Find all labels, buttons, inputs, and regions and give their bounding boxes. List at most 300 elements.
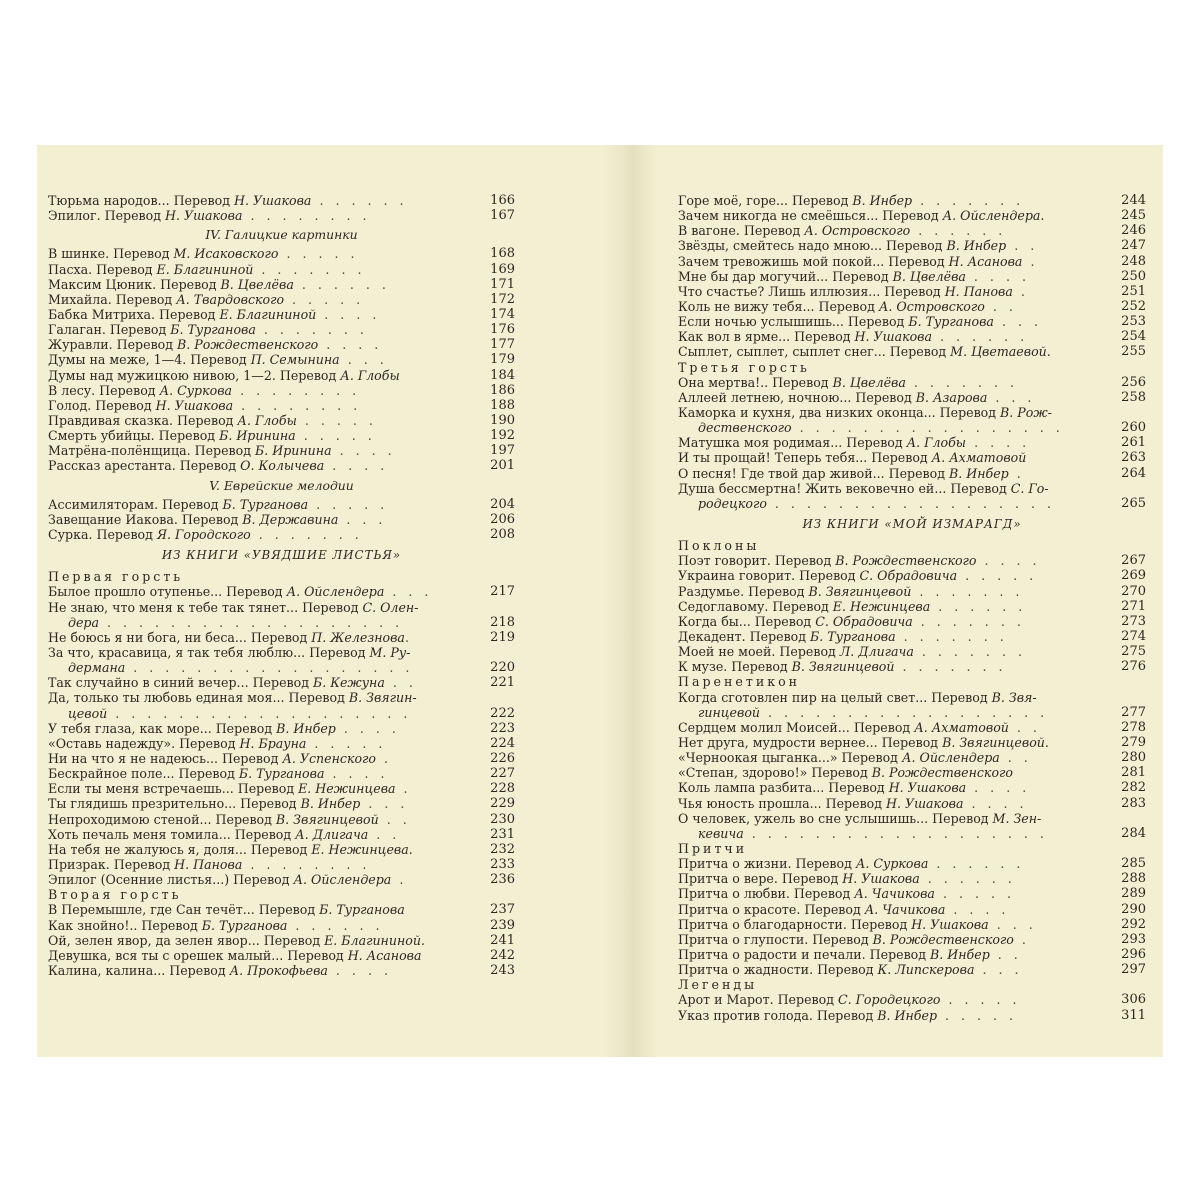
- entry-translator: В. Рождественского: [177, 337, 319, 353]
- book-gutter: [603, 145, 657, 1057]
- entry-text: [48, 584, 485, 599]
- entry-leader: . . . . . . . . . . . . . . . . . . .: [743, 825, 1048, 841]
- toc-entry: [48, 277, 515, 292]
- entry-leader: . .: [999, 750, 1032, 766]
- entry-page-number: 271: [1121, 598, 1146, 614]
- entry-text: [48, 262, 485, 277]
- toc-entry: [678, 735, 1146, 750]
- entry-text: [48, 675, 485, 690]
- entry-leader: . . . . .: [306, 735, 387, 751]
- section-heading: V. Еврейские мелодии: [209, 477, 354, 493]
- entry-leader: . .: [1006, 238, 1039, 254]
- entry-text: [48, 690, 485, 720]
- entry-title: Душа бессмертна! Жить вековечно ей... Перевод: [678, 480, 1011, 496]
- entry-page-number: 289: [1121, 886, 1146, 902]
- entry-title: Непроходимою стеной... Перевод: [48, 811, 276, 827]
- entry-page-number: 186: [490, 382, 515, 398]
- entry-leader: . . . .: [316, 306, 381, 322]
- entry-page-number: 282: [1121, 780, 1146, 796]
- entry-continuation: [48, 706, 485, 721]
- entry-translator: Н. Панова: [174, 856, 243, 872]
- entry-title: Хоть печаль меня томила... Перевод: [48, 826, 296, 842]
- toc-entry: [48, 645, 515, 675]
- entry-page-number: 231: [490, 826, 515, 842]
- entry-title: Ни на что я не надеюсь... Перевод: [48, 751, 283, 766]
- entry-text: [48, 428, 485, 443]
- entry-translator: Б. Турганова: [810, 628, 896, 644]
- entry-translator: В. Азарова: [915, 389, 988, 405]
- entry-translator: С. Обрадовича: [815, 613, 913, 629]
- entry-title: Зачем никогда не смеёшься... Перевод: [678, 208, 943, 224]
- entry-page-number: 243: [490, 962, 515, 978]
- entry-text: [48, 307, 485, 322]
- entry-page-number: 296: [1121, 947, 1146, 962]
- entry-text: [48, 796, 485, 811]
- toc-entry: [48, 497, 515, 512]
- entry-page-number: 288: [1121, 871, 1146, 887]
- entry-translator-cont: дермана: [68, 660, 126, 676]
- entry-page-number: 177: [490, 337, 515, 353]
- entry-page-number: 208: [490, 526, 515, 542]
- entry-text: [678, 329, 1116, 344]
- entry-page-number: 276: [1121, 659, 1146, 675]
- entry-title: Притча о вере. Перевод: [678, 871, 843, 887]
- toc-entry: [678, 902, 1146, 917]
- toc-entry: [48, 948, 515, 963]
- toc-entry: [678, 553, 1146, 568]
- entry-page-number: 220: [490, 660, 515, 676]
- entry-text: [48, 322, 485, 337]
- entry-page-number: 233: [490, 856, 515, 872]
- entry-title: К музе. Перевод: [678, 659, 792, 675]
- toc-entry: [48, 872, 515, 887]
- entry-title: Коль лампа разбита... Перевод: [678, 780, 889, 796]
- entry-translator: В. Рождественского: [872, 931, 1014, 947]
- entry-leader: .: [376, 751, 393, 766]
- entry-text: [678, 208, 1116, 223]
- entry-continuation: [678, 420, 1116, 435]
- entry-text: [678, 254, 1116, 269]
- toc-entry: [48, 413, 515, 428]
- toc-entry: [678, 193, 1146, 208]
- toc-entry: [48, 368, 515, 383]
- toc-entry: [678, 659, 1146, 674]
- entry-page-number: 247: [1121, 238, 1146, 254]
- entry-leader: . . . . . .: [910, 223, 1007, 239]
- entry-translator: А. Ойслендера: [286, 584, 385, 600]
- entry-page-number: 237: [490, 902, 515, 918]
- toc-entry: [48, 352, 515, 367]
- entry-translator: А. Успенского: [282, 751, 377, 766]
- entry-leader: . . .: [338, 511, 387, 527]
- entry-translator: М. Цветаевой.: [950, 344, 1051, 360]
- entry-text: [678, 466, 1116, 481]
- subsection-heading: Паренетикон: [678, 674, 801, 690]
- entry-translator: Я. Городского: [156, 526, 251, 542]
- book-heading: ИЗ КНИГИ «МОЙ ИЗМАРАГД»: [802, 517, 1022, 532]
- entry-text: [678, 629, 1116, 644]
- entry-leader: .: [1013, 931, 1030, 947]
- entry-translator-cont: гинцевой: [698, 704, 761, 720]
- toc-entry: [48, 690, 515, 720]
- entry-leader: . . . .: [327, 962, 392, 978]
- entry-page-number: 171: [490, 276, 515, 292]
- entry-translator: О. Колычева: [240, 458, 325, 474]
- entry-text: [678, 193, 1116, 208]
- entry-leader: . . . . . . .: [912, 613, 1025, 629]
- entry-text: [48, 246, 485, 261]
- entry-text: [48, 337, 485, 352]
- entry-leader: . . . . . . .: [255, 322, 368, 338]
- entry-title: Ты глядишь презрительно... Перевод: [48, 796, 301, 812]
- entry-text: [48, 398, 485, 413]
- entry-page-number: 229: [490, 796, 515, 812]
- entry-text: [678, 811, 1116, 841]
- entry-page-number: 179: [490, 352, 515, 368]
- entry-page-number: 248: [1121, 253, 1146, 269]
- entry-translator: А. Глобы: [906, 435, 967, 451]
- entry-title: Седоглавому. Перевод: [678, 598, 833, 614]
- entry-leader: . . . . . . .: [912, 192, 1025, 208]
- entry-title: На тебя не жалуюсь я, доля... Перевод: [48, 841, 312, 857]
- entry-title: Не знаю, что меня к тебе так тянет... Перевод: [48, 599, 363, 615]
- entry-page-number: 269: [1121, 568, 1146, 584]
- entry-text: [48, 872, 485, 887]
- entry-title: Притча о жизни. Перевод: [678, 856, 856, 872]
- entry-title: Что счастье? Лишь иллюзия... Перевод: [678, 283, 945, 299]
- entry-title: Думы на меже, 1—4. Перевод: [48, 352, 251, 368]
- entry-translator: В. Звя-: [991, 689, 1037, 705]
- entry-title: Матушка моя родимая... Перевод: [678, 435, 907, 451]
- entry-page-number: 258: [1121, 389, 1146, 405]
- entry-leader: . . . . . . .: [253, 261, 366, 277]
- entry-title: Притча о благодарности. Перевод: [678, 916, 912, 932]
- entry-translator: В. Звягинцевой: [808, 583, 912, 599]
- entry-title: Указ против голода. Перевод: [678, 1007, 878, 1023]
- entry-leader: . . .: [993, 314, 1042, 330]
- toc-entry: [678, 375, 1146, 390]
- entry-title: Правдивая сказка. Перевод: [48, 412, 238, 428]
- entry-leader: . . . . . . . .: [232, 382, 361, 398]
- entry-leader: . . . .: [965, 268, 1030, 284]
- entry-page-number: 285: [1121, 856, 1146, 872]
- toc-entry: [678, 269, 1146, 284]
- entry-translator: В. Инбер: [276, 720, 336, 736]
- toc-entry: [48, 842, 515, 857]
- entry-page-number: 166: [490, 192, 515, 208]
- subsection-heading: Поклоны: [678, 538, 760, 554]
- toc-entry: [48, 963, 515, 978]
- entry-title: Смерть убийцы. Перевод: [48, 428, 220, 444]
- entry-translator: Б. Турганова: [222, 496, 309, 512]
- entry-page-number: 290: [1121, 901, 1146, 917]
- toc-entry: [678, 405, 1146, 435]
- entry-text: [678, 314, 1116, 329]
- toc-entry: [48, 322, 515, 337]
- entry-text: [48, 383, 485, 398]
- entry-page-number: 263: [1121, 450, 1146, 466]
- entry-translator: А. Островского: [804, 223, 911, 239]
- entry-leader: . . . . . . .: [905, 374, 1018, 390]
- entry-title: Нет друга, мудрости вернее... Перевод: [678, 735, 943, 750]
- entry-translator: В. Звягинцевой: [275, 811, 379, 827]
- entry-title: Тюрьма народов... Перевод: [48, 192, 234, 208]
- entry-leader: . . .: [339, 352, 388, 368]
- entry-translator: Б. Турганова: [908, 314, 994, 330]
- entry-text: [48, 842, 485, 857]
- entry-text: [678, 568, 1116, 583]
- entry-title: «Оставь надежду». Перевод: [48, 735, 240, 751]
- entry-text: [48, 208, 485, 223]
- book-heading: ИЗ КНИГИ «УВЯДШИЕ ЛИСТЬЯ»: [161, 548, 402, 563]
- entry-title: Эпилог (Осенние листья...) Перевод: [48, 872, 294, 888]
- toc-entry: [678, 871, 1146, 886]
- entry-translator: Н. Ушакова: [842, 871, 920, 887]
- entry-title: Ассимиляторам. Перевод: [48, 496, 223, 512]
- entry-page-number: 311: [1121, 1007, 1146, 1023]
- entry-page-number: 168: [490, 246, 515, 262]
- entry-translator: В. Державина: [242, 511, 339, 527]
- entry-leader: .: [404, 629, 413, 645]
- entry-text: [48, 512, 485, 527]
- entry-leader: . . . . . .: [287, 917, 384, 933]
- toc-entry: [48, 812, 515, 827]
- entry-page-number: 167: [490, 208, 515, 224]
- entry-translator: Б. Турганова: [319, 902, 405, 918]
- entry-translator: Б. Иринина: [219, 428, 296, 444]
- entry-leader: . . . .: [324, 766, 389, 782]
- entry-page-number: 232: [490, 841, 515, 857]
- toc-entry: [678, 584, 1146, 599]
- toc-entry: [48, 736, 515, 751]
- toc-entry: [678, 568, 1146, 583]
- entry-text: [678, 344, 1116, 359]
- entry-leader: . . . . .: [284, 291, 365, 307]
- entry-leader: . . . .: [335, 720, 400, 736]
- entry-title: Журавли. Перевод: [48, 337, 177, 353]
- toc-entry: [678, 299, 1146, 314]
- entry-title: Пасха. Перевод: [48, 261, 157, 277]
- entry-leader: . . . . . . . . . . . . . . . . .: [791, 420, 1064, 436]
- entry-text: [678, 223, 1116, 238]
- entry-page-number: 254: [1121, 329, 1146, 345]
- entry-leader: . . . . .: [295, 428, 376, 444]
- toc-entry: [678, 284, 1146, 299]
- entry-title: Эпилог. Перевод: [48, 208, 165, 224]
- entry-translator: Е. Нежинцева.: [311, 841, 413, 857]
- entry-page-number: 274: [1121, 628, 1146, 644]
- toc-entry: [678, 208, 1146, 223]
- entry-leader: . . . . . . . . . . . . . . . . . .: [760, 704, 1049, 720]
- toc-entry: [678, 614, 1146, 629]
- toc-entry: [48, 512, 515, 527]
- toc-entry: [48, 527, 515, 542]
- entry-translator: Н. Ушакова: [155, 397, 234, 413]
- entry-page-number: 226: [490, 751, 515, 766]
- entry-title: Да, только ты любовь единая моя... Перевод: [48, 690, 349, 706]
- toc-entry: [48, 193, 515, 208]
- entry-leader: . . . . . .: [928, 856, 1025, 872]
- entry-translator: С. Олен-: [362, 599, 419, 615]
- entry-page-number: 284: [1121, 825, 1146, 841]
- entry-title: В шинке. Перевод: [48, 246, 174, 262]
- entry-title: Каморка и кухня, два низких оконца... Перевод: [678, 404, 1001, 420]
- entry-text: [48, 600, 485, 630]
- toc-entry: [48, 208, 515, 223]
- entry-page-number: 280: [1121, 750, 1146, 766]
- entry-translator-cont: родецкого: [698, 495, 767, 511]
- entry-leader: . .: [1008, 719, 1041, 735]
- entry-page-number: 261: [1121, 435, 1146, 451]
- entry-leader: .: [391, 872, 408, 888]
- entry-translator: В. Звягинцевой.: [942, 735, 1049, 750]
- entry-leader: . .: [368, 826, 401, 842]
- entry-title: Ой, зелен явор, да зелен явор... Перевод: [48, 932, 325, 948]
- subsection-heading: Притчи: [678, 841, 748, 857]
- entry-translator: В. Инбер: [852, 192, 913, 208]
- entry-translator: А. Островского: [878, 298, 985, 314]
- toc-entry: [48, 458, 515, 473]
- entry-page-number: 192: [490, 428, 515, 444]
- entry-title: Бабка Митриха. Перевод: [48, 306, 220, 322]
- entry-text: [678, 269, 1116, 284]
- entry-text: [48, 527, 485, 542]
- entry-title: Когда бы... Перевод: [678, 613, 816, 629]
- entry-continuation: [48, 615, 485, 630]
- entry-title: За что, красавица, я так тебя люблю... Перевод: [48, 644, 370, 660]
- entry-text: [678, 992, 1116, 1007]
- entry-translator: В. Звягин-: [348, 690, 417, 706]
- entry-title: Не боюсь я ни бога, ни беса... Перевод: [48, 629, 312, 645]
- toc-entry: [678, 720, 1146, 735]
- toc-entry: [48, 827, 515, 842]
- entry-translator: С. Го-: [1010, 480, 1049, 496]
- entry-leader: . . .: [360, 796, 409, 812]
- entry-page-number: 176: [490, 322, 515, 338]
- entry-page-number: 253: [1121, 314, 1146, 330]
- entry-text: [48, 292, 485, 307]
- entry-page-number: 244: [1121, 192, 1146, 208]
- entry-leader: . . . . . . . .: [242, 208, 371, 224]
- entry-text: [48, 933, 485, 948]
- entry-leader: . . . . . .: [311, 192, 408, 208]
- entry-page-number: 241: [490, 932, 515, 948]
- entry-translator: П. Железнова: [311, 629, 405, 645]
- entry-page-number: 188: [490, 397, 515, 413]
- toc-entry: [678, 481, 1146, 511]
- entry-leader: . . . .: [963, 795, 1028, 811]
- entry-title: В вагоне. Перевод: [678, 223, 805, 239]
- entry-page-number: 260: [1121, 420, 1146, 436]
- subsection-heading: Третья горсть: [678, 359, 810, 375]
- entry-title: Притча о радости и печали. Перевод: [678, 947, 931, 962]
- entry-page-number: 297: [1121, 962, 1146, 978]
- entry-page-number: 172: [490, 291, 515, 307]
- entry-page-number: 169: [490, 261, 515, 277]
- entry-title: Притча о жадности. Перевод: [678, 962, 878, 978]
- entry-text: [48, 857, 485, 872]
- toc-entry: [48, 584, 515, 599]
- toc-entry: [678, 856, 1146, 871]
- entry-translator: В. Звягинцевой: [791, 659, 895, 675]
- toc-entry: [678, 992, 1146, 1007]
- entry-translator: А. Чачикова: [854, 886, 935, 902]
- toc-entry: [48, 600, 515, 630]
- toc-entry: [48, 721, 515, 736]
- toc-entry: [678, 780, 1146, 795]
- entry-translator: П. Семынина: [250, 352, 340, 368]
- toc-entry: [678, 962, 1146, 977]
- entry-title: Калина, калина... Перевод: [48, 962, 230, 978]
- entry-leader: . . . . . . .: [911, 583, 1024, 599]
- entry-text: [678, 614, 1116, 629]
- entry-text: [48, 368, 485, 383]
- toc-entry: [48, 443, 515, 458]
- entry-text: [678, 780, 1116, 795]
- entry-title: Арот и Марот. Перевод: [678, 992, 838, 1008]
- entry-translator: Н. Ушакова: [854, 329, 933, 345]
- entry-leader: . . . . .: [937, 1007, 1018, 1023]
- entry-text: [48, 458, 485, 473]
- entry-text: [678, 902, 1116, 917]
- toc-entry: [678, 466, 1146, 481]
- entry-text: [678, 405, 1116, 435]
- entry-text: [678, 947, 1116, 962]
- toc-entry: [48, 262, 515, 277]
- toc-entry: [678, 690, 1146, 720]
- entry-leader: .: [1022, 253, 1039, 269]
- toc-entry: [48, 428, 515, 443]
- entry-translator: А. Суркова: [159, 382, 233, 398]
- entry-title: Поэт говорит. Перевод: [678, 553, 836, 569]
- toc-entry: [48, 675, 515, 690]
- toc-entry: [678, 329, 1146, 344]
- entry-page-number: 278: [1121, 719, 1146, 735]
- entry-title: Так случайно в синий вечер... Перевод: [48, 675, 313, 691]
- entry-translator: Е. Нежинцева: [832, 598, 931, 614]
- entry-page-number: 221: [490, 675, 515, 691]
- entry-leader: . . . .: [976, 553, 1041, 569]
- toc-entry: [678, 344, 1146, 359]
- entry-leader: .: [395, 781, 412, 797]
- entry-translator: Б. Турганова: [201, 917, 288, 933]
- entry-text: [678, 450, 1116, 465]
- entry-leader: . . . . . . . . . . . . . . . . . .: [125, 660, 414, 676]
- entry-text: [678, 690, 1116, 720]
- entry-text: [48, 645, 485, 675]
- toc-entry: [678, 750, 1146, 765]
- entry-translator: А. Чачикова: [864, 901, 946, 917]
- entry-page-number: 252: [1121, 298, 1146, 314]
- entry-text: [678, 932, 1116, 947]
- entry-page-number: 206: [490, 511, 515, 527]
- entry-page-number: 245: [1121, 208, 1146, 224]
- toc-entry: [678, 886, 1146, 901]
- entry-title: Если ты меня встречаешь... Перевод: [48, 781, 299, 797]
- entry-page-number: 292: [1121, 916, 1146, 932]
- toc-entry: [678, 314, 1146, 329]
- entry-continuation: [678, 496, 1116, 511]
- entry-title: Если ночью услышишь... Перевод: [678, 314, 909, 330]
- entry-title: Думы над мужицкою нивою, 1—2. Перевод: [48, 367, 341, 383]
- entry-page-number: 239: [490, 917, 515, 933]
- entry-translator: М. Зен-: [992, 810, 1042, 826]
- toc-entry: [678, 599, 1146, 614]
- entry-translator: М. Ру-: [369, 644, 411, 660]
- entry-translator-cont: цевой: [68, 705, 108, 721]
- entry-page-number: 255: [1121, 344, 1146, 360]
- entry-translator: Е. Благининой: [156, 261, 254, 277]
